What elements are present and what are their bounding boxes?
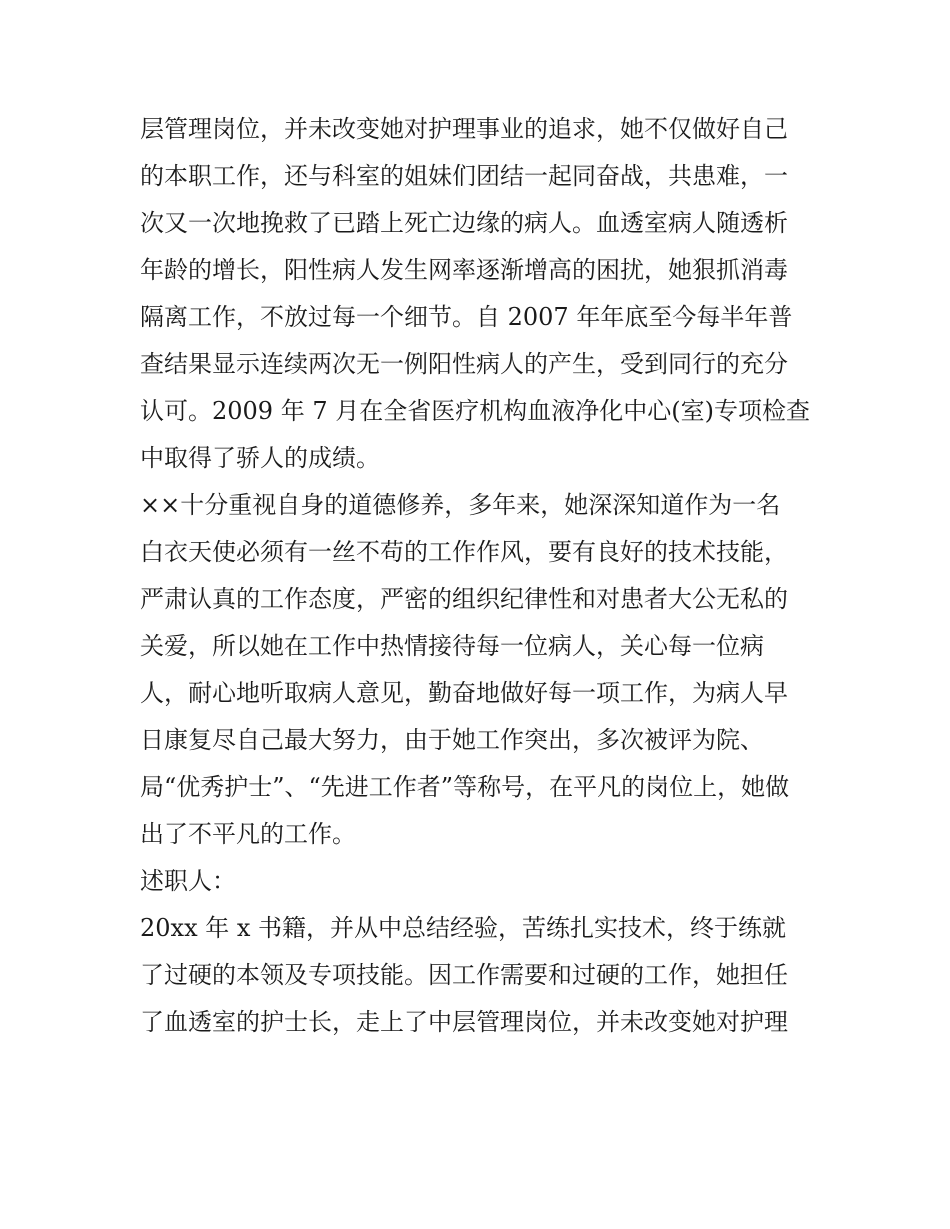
text-line: 了过硬的本领及专项技能。因工作需要和过硬的工作，她担任 (140, 961, 788, 989)
text-line: 白衣天使必须有一丝不苟的工作作风，要有良好的技术技能， (140, 538, 788, 566)
text-line: 中取得了骄人的成绩。 (140, 444, 380, 472)
text-line: 的本职工作，还与科室的姐妹们团结一起同奋战，共患难，一 (140, 162, 788, 190)
text-line: ××十分重视自身的道德修养，多年来，她深深知道作为一名 (140, 491, 781, 519)
text-line: 查结果显示连续两次无一例阳性病人的产生，受到同行的充分 (140, 350, 788, 378)
text-line: 次又一次地挽救了已踏上死亡边缘的病人。血透室病人随透析 (140, 209, 788, 237)
text-line: 人，耐心地听取病人意见，勤奋地做好每一项工作，为病人早 (140, 679, 788, 707)
text-line: 隔离工作，不放过每一个细节。自 2007 年年底至今每半年普 (140, 303, 793, 331)
text-line: 严肃认真的工作态度，严密的组织纪律性和对患者大公无私的 (140, 585, 788, 613)
text-line: 年龄的增长，阳性病人发生网率逐渐增高的困扰，她狠抓消毒 (140, 256, 788, 284)
text-line: 20xx 年 x 书籍，并从中总结经验，苦练扎实技术，终于练就 (140, 914, 787, 942)
text-line: 了血透室的护士长，走上了中层管理岗位，并未改变她对护理 (140, 1008, 788, 1036)
text-line: 局“优秀护士”、“先进工作者”等称号，在平凡的岗位上，她做 (140, 773, 790, 801)
signature-label: 述职人： (140, 867, 236, 895)
text-line: 出了不平凡的工作。 (140, 820, 356, 848)
body-text (140, 106, 820, 1046)
text-line: 层管理岗位，并未改变她对护理事业的追求，她不仅做好自己 (140, 115, 788, 143)
text-line: 日康复尽自己最大努力，由于她工作突出，多次被评为院、 (140, 726, 764, 754)
text-line: 认可。2009 年 7 月在全省医疗机构血液净化中心(室)专项检查 (140, 397, 810, 425)
text-line: 关爱，所以她在工作中热情接待每一位病人，关心每一位病 (140, 632, 764, 660)
